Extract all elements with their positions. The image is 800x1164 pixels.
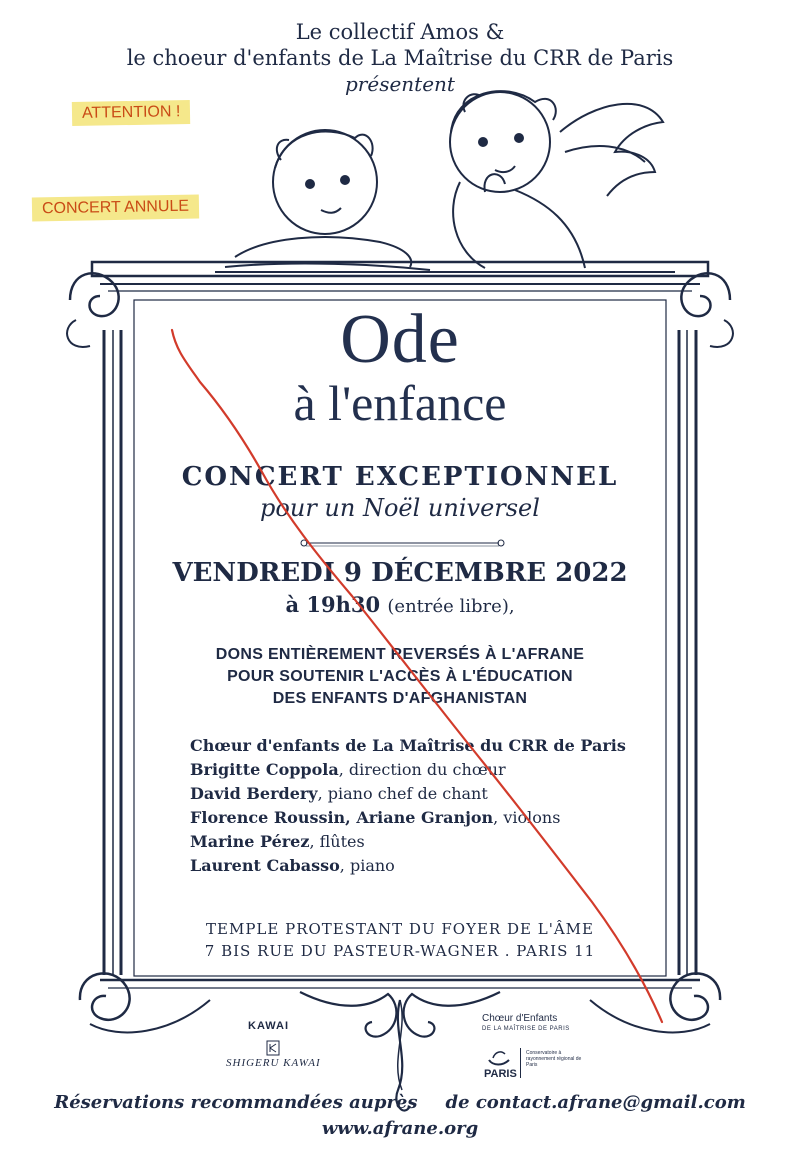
donation-line-2: POUR SOUTENIR L'ACCÈS À L'ÉDUCATION (227, 668, 573, 685)
reservation-line (0, 1092, 800, 1113)
credit-line (190, 856, 395, 875)
attention-note: ATTENTION ! (72, 100, 191, 126)
credit-role: , direction du chœur (338, 760, 506, 779)
reservation-text: Réservations recommandées auprès (54, 1092, 418, 1113)
choeur-logo (482, 1013, 570, 1035)
credit-line (190, 784, 488, 803)
ornamental-divider (300, 538, 505, 548)
cancelled-note: CONCERT ANNULE (32, 195, 199, 222)
presenter-line-1: Le collectif Amos & (295, 20, 505, 44)
logo-separator (520, 1048, 521, 1078)
credit-role: , flûtes (309, 832, 365, 851)
choeur-logo-line-2: DE LA MAÎTRISE DE PARIS (482, 1026, 570, 1032)
event-title-line-1: Ode (340, 301, 460, 378)
donation-line-3: DES ENFANTS D'AFGHANISTAN (272, 690, 528, 707)
event-entry: (entrée libre), (387, 596, 515, 617)
credit-role: , piano (339, 856, 395, 875)
credit-line (190, 760, 506, 779)
crr-logo-text: Conservatoire à rayonnement régional de Paris (526, 1050, 582, 1068)
event-title-line-2: à l'enfance (293, 375, 507, 431)
credit-name: Florence Roussin, Ariane Granjon (190, 808, 494, 827)
event-time (0, 592, 800, 617)
kawai-emblem-icon (266, 1040, 280, 1056)
reservation-email[interactable]: de contact.afrane@gmail.com (445, 1092, 746, 1113)
credit-name: Laurent Cabasso (190, 856, 340, 875)
credit-line (190, 808, 560, 827)
credit-role: , piano chef de chant (317, 784, 488, 803)
presenter-line-2: le choeur d'enfants de La Maîtrise du CRR de Paris (126, 46, 674, 70)
choeur-logo-line-1: Chœur d'Enfants (482, 1013, 558, 1024)
credit-name: Brigitte Coppola (190, 760, 339, 779)
event-date: VENDREDI 9 DÉCEMBRE 2022 (172, 558, 628, 588)
website-link[interactable]: www.afrane.org (321, 1118, 479, 1139)
venue-name: TEMPLE PROTESTANT DU FOYER DE L'ÂME (206, 920, 594, 938)
credit-line (190, 736, 626, 755)
kawai-logo: KAWAI (248, 1020, 290, 1032)
concert-headline: CONCERT EXCEPTIONNEL (181, 462, 619, 492)
donation-line-1: DONS ENTIÈREMENT REVERSÉS À L'AFRANE (215, 646, 585, 663)
cherubs-illustration (215, 72, 675, 282)
event-time-value: à 19h30 (285, 592, 381, 617)
credit-name: Marine Pérez (190, 832, 310, 851)
venue-address: 7 BIS RUE DU PASTEUR-WAGNER . PARIS 11 (204, 942, 596, 960)
paris-logo: PARIS (484, 1068, 517, 1080)
shigeru-kawai-logo: SHIGERU KAWAI (226, 1057, 321, 1069)
concert-subtitle: pour un Noël universel (260, 494, 540, 522)
presenter-line-3: présentent (345, 72, 455, 96)
credit-name: Chœur d'enfants de La Maîtrise du CRR de Paris (190, 736, 626, 755)
credit-name: David Berdery (190, 784, 318, 803)
credit-line (190, 832, 365, 851)
credit-role: , violons (493, 808, 561, 827)
